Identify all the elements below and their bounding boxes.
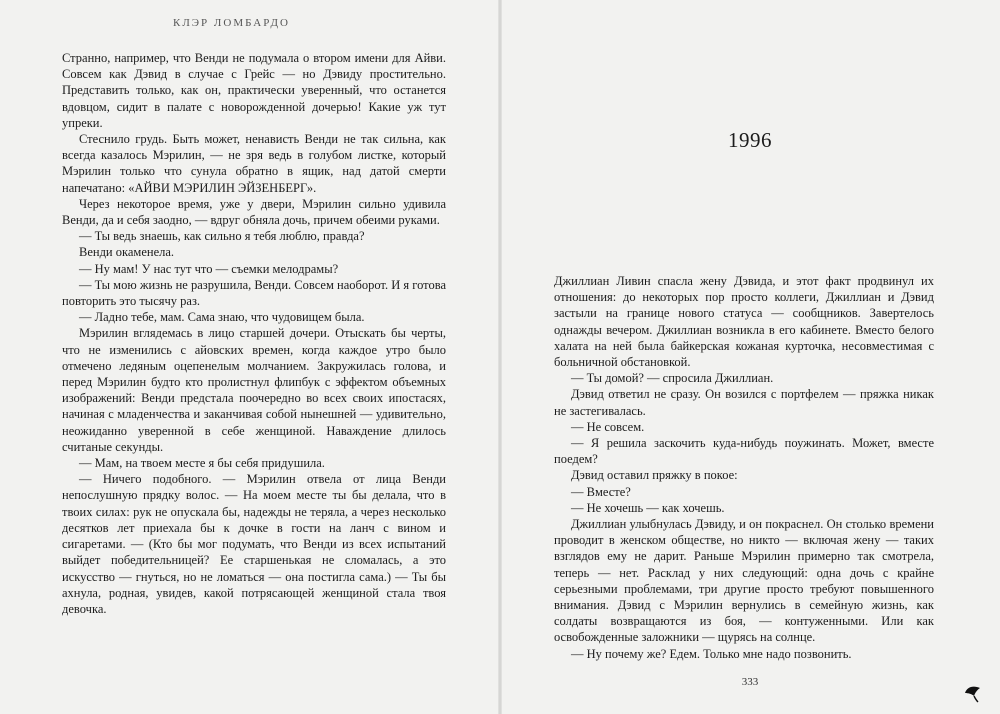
page-number: 333 bbox=[741, 676, 759, 688]
dialogue-line: — Ну мам! У нас тут что — съемки мелодрамы? bbox=[79, 261, 339, 276]
dialogue-line: — Ничего подобного. — Мэрилин отвела от лица Венди непослушную прядку волос. — На моем месте ты бы делала, что в твоих силах: рук не опускала бы, надежды не теряла, а через несколько десятков лет приехала бы к дочке в гости на ланч с вином и сигаретами. — (Кто бы мог подумать, что Венди из всех испытаний выйдет победительницей? Ее старшенькая не сломалась, а это искусство — гнуться, но не ломаться — она постигла сама.) — Ты бы ахнула, родная, увидев, какой потрясающей женщиной стала твоя девочка. bbox=[62, 472, 446, 616]
dialogue-line: — Ну почему же? Едем. Только мне надо позвонить. bbox=[571, 646, 852, 661]
paragraph: Через некоторое время, уже у двери, Мэрилин сильно удивила Венди, да и себя заодно, — вдруг обняла дочь, причем обеими руками. bbox=[62, 196, 446, 228]
paragraph: Странно, например, что Венди не подумала о втором имени для Айви. Совсем как Дэвид в случае с Грейс — но Дэвиду простительно. Представить только, как он, практически уверенный, что останется вдовцом, сидит в палате с новорожденной дочерью! Какие уж тут упреки. bbox=[62, 51, 446, 130]
dialogue-line: — Вместе? bbox=[571, 484, 631, 499]
dialogue-line: — Не хочешь — как хочешь. bbox=[571, 500, 725, 515]
running-head: КЛЭР ЛОМБАРДО bbox=[173, 17, 290, 29]
dialogue-line: — Я решила заскочить куда-нибудь поужинать. Может, вместе поедем? bbox=[554, 436, 934, 467]
dialogue-line: — Мам, на твоем месте я бы себя придушила. bbox=[79, 456, 325, 471]
ginkgo-leaf-icon bbox=[963, 685, 985, 703]
paragraph: Стеснило грудь. Быть может, ненависть Венди не так сильна, как всегда казалось Мэрилин, — не зря ведь в голубом листке, который Мэрилин только что сунула обратно в ящик, над датой смерти напечатано: «АЙВИ МЭРИЛИН ЭЙЗЕНБЕРГ». bbox=[62, 132, 446, 195]
right-text-block bbox=[554, 273, 934, 662]
chapter-title: 1996 bbox=[728, 128, 772, 152]
paragraph: Венди окаменела. bbox=[79, 245, 175, 260]
paragraph: Мэрилин вглядемась в лицо старшей дочери. Отыскать бы черты, что не изменились с айовских времен, когда каждое утро было отмечено ледяным оцепенелым молчанием. Закружилась голова, и перед Мэрилин будто кто пролистнул флипбук с эффектом объемных изображений: Венди предстала поочередно во всех своих ипостасях, начиная с младенчества и заканчивая собой нынешней — удивительно, неожиданно уверенной в себе женщиной. Наваждение длилось считаные секунды. bbox=[62, 326, 446, 454]
dialogue-line: — Ладно тебе, мам. Сама знаю, что чудовищем была. bbox=[79, 310, 365, 325]
dialogue-line: — Ты ведь знаешь, как сильно я тебя люблю, правда? bbox=[79, 229, 365, 244]
dialogue-line: — Не совсем. bbox=[571, 419, 645, 434]
dialogue-line: — Ты мою жизнь не разрушила, Венди. Совсем наоборот. И я готова повторить это тысячу раз. bbox=[62, 277, 446, 309]
dialogue-line: — Ты домой? — спросила Джиллиан. bbox=[571, 371, 774, 386]
paragraph: Дэвид оставил пряжку в покое: bbox=[571, 468, 738, 483]
left-text-block bbox=[62, 50, 446, 617]
paragraph: Джиллиан улыбнулась Дэвиду, и он покраснел. Он столько времени проводит в женском обществе, но никто — включая жену — таких взглядов ему не дарит. Раньше Мэрилин примерно так смотрела, теперь — нет. Расклад у них следующий: одна дочь с крайне серьезными проблемами, три другие просто требуют повышенного внимания. Дэвид с Мэрилин вернулись в семейную жизнь, как солдаты возвращаются из боя, — контуженными. Или как освобожденные заложники — щурясь на солнце. bbox=[554, 517, 934, 645]
paragraph: Джиллиан Ливин спасла жену Дэвида, и этот факт продвинул их отношения: до некоторых пор просто коллеги, Джиллиан и Дэвид застыли на границе нового статуса — сообщников. Завертелось однажды вечером. Джиллиан возникла в его кабинете. Вместо белого халата на ней была байкерская кожаная курточка, несовместимая с больничной обстановкой. bbox=[554, 274, 934, 370]
paragraph: Дэвид ответил не сразу. Он возился с портфелем — пряжка никак не застегивалась. bbox=[554, 387, 934, 418]
